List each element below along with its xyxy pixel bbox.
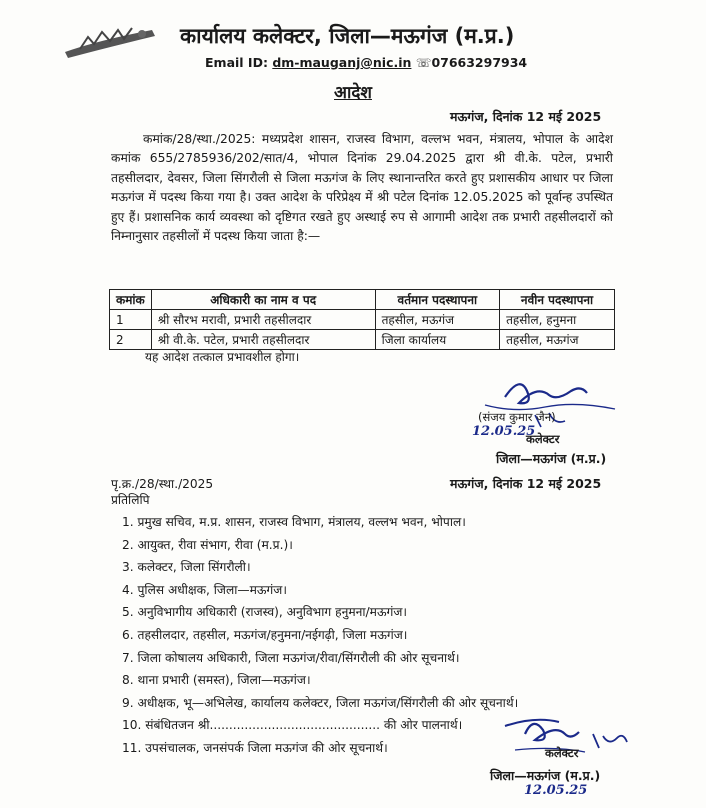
effect-statement: यह आदेश तत्काल प्रभावशील होगा। <box>145 350 300 364</box>
signer-designation: कलेक्टर <box>545 746 579 760</box>
signer-name: (संजय कुमार जैन) <box>478 410 556 424</box>
cell-officer: श्री सौरभ मरावी, प्रभारी तहसीलदार <box>151 310 375 330</box>
cell-sno: 1 <box>110 310 152 330</box>
column-header-current-posting: वर्तमान पदस्थापना <box>375 290 500 310</box>
list-item: 7. जिला कोषालय अधिकारी, जिला मऊगंज/रीवा/सिंगरौली की ओर सूचनार्थ। <box>122 650 460 665</box>
order-title-text: आदेश <box>334 83 372 103</box>
order-title <box>0 80 706 103</box>
signature-date: 12.05.25 <box>472 424 536 439</box>
list-item: 3. कलेक्टर, जिला सिंगरौली। <box>122 560 251 575</box>
table-row <box>110 310 615 330</box>
copy-to-heading: प्रतिलिपि <box>111 493 150 507</box>
list-item: 10. संबंधितजन श्री............................................ की ओर पालनार्थ। <box>122 718 463 733</box>
list-item: 5. अनुविभागीय अधिकारी (राजस्व), अनुविभाग हनुमना/मऊगंज। <box>122 605 408 620</box>
list-item: 1. प्रमुख सचिव, म.प्र. शासन, राजस्व विभाग, मंत्रालय, वल्लभ भवन, भोपाल। <box>122 515 466 529</box>
order-body: कमांक/28/स्था./2025: मध्यप्रदेश शासन, राजस्व विभाग, वल्लभ भवन, मंत्रालय, भोपाल के आदेश कमांक 655/2785936/202/सात/4, भोपाल दिनांक 29.04.2025 द्वारा श्री वी.के. पटेल, प्रभारी तहसीलदार, देवसर, जिला सिंगरौली से जिला मऊगंज के लिए स्थानान्तरित करते हुए प्रशासकीय आधार पर जिला मऊगंज में पदस्थ किया गया है। उक्त आदेश के परिप्रेक्ष्य में श्री पटेल दिनांक 12.05.2025 को पूर्वान्ह उपस्थित हुए हैं। प्रशासनिक कार्य व्यवस्था को दृष्टिगत रखते हुए अस्थाई रुप से आगामी आदेश तक प्रभारी तहसीलदारों को निम्नानुसार तहसीलों में पदस्थ किया जाता है:— <box>111 132 613 244</box>
list-item: 9. अधीक्षक, भू—अभिलेख, कार्यालय कलेक्टर, जिला मऊगंज/सिंगरौली की ओर सूचनार्थ। <box>122 695 519 710</box>
phone-icon: ☏ <box>415 55 432 70</box>
signer-district: जिला—मऊगंज (म.प्र.) <box>496 451 607 466</box>
table-header-row <box>110 290 615 310</box>
email-link[interactable]: dm-mauganj@nic.in <box>272 55 412 70</box>
endorsement-date: मऊगंज, दिनांक 12 मई 2025 <box>450 476 602 491</box>
signer-designation: कलेक्टर <box>526 432 560 446</box>
signer-district: जिला—मऊगंज (म.प्र.) <box>490 768 601 783</box>
list-item: 6. तहसीलदार, तहसील, मऊगंज/हनुमना/नईगढ़ी, जिला मऊगंज। <box>122 627 408 642</box>
government-emblem-icon <box>60 22 160 62</box>
column-header-sno: कमांक <box>110 290 152 310</box>
signature-date: 12.05.25 <box>524 783 588 798</box>
list-item: 11. उपसंचालक, जनसंपर्क जिला मऊगंज की ओर सूचनार्थ। <box>122 740 388 755</box>
list-item: 8. थाना प्रभारी (समस्त), जिला—मऊगंज। <box>122 673 311 688</box>
cell-officer: श्री वी.के. पटेल, प्रभारी तहसीलदार <box>151 330 375 350</box>
endorsement-number: पृ.क्र./28/स्था./2025 <box>111 477 214 491</box>
posting-table <box>109 289 615 350</box>
list-item: 2. आयुक्त, रीवा संभाग, रीवा (म.प्र.)। <box>122 537 293 552</box>
cell-sno: 2 <box>110 330 152 350</box>
contact-line <box>205 55 527 70</box>
column-header-new-posting: नवीन पदस्थापना <box>500 290 615 310</box>
cell-current-posting: तहसील, मऊगंज <box>375 310 500 330</box>
office-title: कार्यालय कलेक्टर, जिला—मऊगंज (म.प्र.) <box>180 24 515 48</box>
cell-current-posting: जिला कार्यालय <box>375 330 500 350</box>
email-label: Email ID: <box>205 55 268 70</box>
copy-to-list <box>122 513 518 762</box>
cell-new-posting: तहसील, मऊगंज <box>500 330 615 350</box>
table-row <box>110 330 615 350</box>
list-item: 4. पुलिस अधीक्षक, जिला—मऊगंज। <box>122 582 287 597</box>
column-header-officer: अधिकारी का नाम व पद <box>151 290 375 310</box>
cell-new-posting: तहसील, हनुमना <box>500 310 615 330</box>
phone-number: 07663297934 <box>431 55 528 70</box>
order-date: मऊगंज, दिनांक 12 मई 2025 <box>450 109 602 124</box>
